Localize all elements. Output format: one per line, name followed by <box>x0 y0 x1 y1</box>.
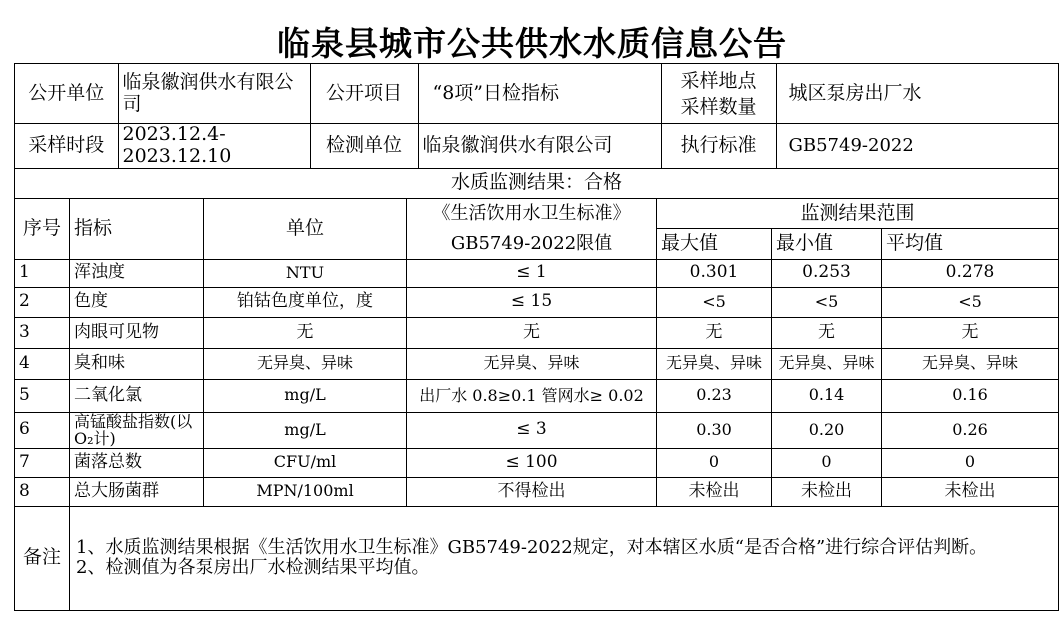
row-min: 无 <box>772 317 882 348</box>
row-max: 无 <box>657 317 772 348</box>
row-unit: MPN/100ml <box>204 477 407 506</box>
table-row <box>15 259 1059 287</box>
col-range-header: 监测结果范围 <box>657 198 1059 229</box>
row-seq: 1 <box>15 259 70 287</box>
row-indicator: 菌落总数 <box>70 448 204 477</box>
sample-value: 城区泵房出厂水 <box>788 81 922 104</box>
row-min: 0 <box>772 448 882 477</box>
sample-count-label: 采样数量 <box>680 95 757 118</box>
col-max-header: 最大值 <box>657 229 772 260</box>
row-avg: <5 <box>882 287 1059 317</box>
table-row <box>15 412 1059 448</box>
period-value: 2023.12.4-2023.12.10 <box>118 124 310 168</box>
notes-line-1: 1、水质监测结果根据《生活饮用水卫生标准》GB5749-2022规定，对本辖区水质“是否合格”进行综合评估判断。 <box>76 536 988 558</box>
row-unit: 无 <box>204 317 407 348</box>
col-indicator-header: 指标 <box>70 198 204 259</box>
row-seq: 7 <box>15 448 70 477</box>
period-label: 采样时段 <box>15 124 118 168</box>
row-min: 无异臭、异味 <box>772 348 882 379</box>
row-max: 0.30 <box>657 412 772 448</box>
row-limit: ≤ 1 <box>407 259 657 287</box>
row-seq: 2 <box>15 287 70 317</box>
water-quality-table <box>14 63 1059 611</box>
row-seq: 4 <box>15 348 70 379</box>
row-limit: ≤ 3 <box>407 412 657 448</box>
row-min: 0.253 <box>772 259 882 287</box>
table-row <box>15 477 1059 506</box>
table-row <box>15 379 1059 412</box>
item-value: “8项”日检指标 <box>418 64 661 123</box>
publisher-label: 公开单位 <box>15 64 118 123</box>
notes-line-2: 2、检测值为各泵房出厂水检测结果平均值。 <box>76 557 430 579</box>
row-unit: 无异臭、异味 <box>204 348 407 379</box>
col-limit-header-line1: 《生活饮用水卫生标准》 <box>432 202 631 224</box>
publisher-value: 临泉徽润供水有限公司 <box>118 64 310 123</box>
row-indicator: 总大肠菌群 <box>70 477 204 506</box>
table-row <box>15 317 1059 348</box>
row-indicator: 二氧化氯 <box>70 379 204 412</box>
row-seq: 3 <box>15 317 70 348</box>
row-indicator: 肉眼可见物 <box>70 317 204 348</box>
row-min: 未检出 <box>772 477 882 506</box>
row-avg: 0.16 <box>882 379 1059 412</box>
row-avg: 未检出 <box>882 477 1059 506</box>
lab-value: 临泉徽润供水有限公司 <box>418 124 661 168</box>
row-indicator: 臭和味 <box>70 348 204 379</box>
row-unit: mg/L <box>204 379 407 412</box>
col-min-header: 最小值 <box>772 229 882 260</box>
row-limit: ≤ 15 <box>407 287 657 317</box>
row-min: 0.20 <box>772 412 882 448</box>
standard-label: 执行标准 <box>661 124 776 168</box>
row-limit: 无异臭、异味 <box>407 348 657 379</box>
row-limit: ≤ 100 <box>407 448 657 477</box>
table-row <box>15 348 1059 379</box>
row-avg: 0.26 <box>882 412 1059 448</box>
row-unit: CFU/ml <box>204 448 407 477</box>
sample-location-label: 采样地点 <box>680 69 757 92</box>
row-max: 0.301 <box>657 259 772 287</box>
row-min: 0.14 <box>772 379 882 412</box>
row-avg: 无异臭、异味 <box>882 348 1059 379</box>
standard-value: GB5749-2022 <box>788 134 914 156</box>
row-unit: 铂钴色度单位，度 <box>204 287 407 317</box>
row-unit: mg/L <box>204 412 407 448</box>
page-title: 临泉县城市公共供水水质信息公告 <box>277 24 787 63</box>
row-indicator: 高锰酸盐指数(以O₂计) <box>70 412 204 448</box>
row-seq: 8 <box>15 477 70 506</box>
lab-label: 检测单位 <box>310 124 418 168</box>
row-max: 未检出 <box>657 477 772 506</box>
row-max: 0 <box>657 448 772 477</box>
row-seq: 5 <box>15 379 70 412</box>
col-seq-header: 序号 <box>15 198 70 259</box>
notes-label: 备注 <box>15 506 70 610</box>
row-avg: 无 <box>882 317 1059 348</box>
col-unit-header: 单位 <box>204 198 407 259</box>
table-row <box>15 287 1059 317</box>
notes-content <box>70 506 1059 610</box>
row-max: 无异臭、异味 <box>657 348 772 379</box>
row-max: 0.23 <box>657 379 772 412</box>
row-indicator: 色度 <box>70 287 204 317</box>
header-row-2 <box>15 124 1059 168</box>
col-avg-header: 平均值 <box>882 229 1059 260</box>
row-limit: 不得检出 <box>407 477 657 506</box>
table-row <box>15 448 1059 477</box>
row-indicator: 浑浊度 <box>70 259 204 287</box>
row-limit: 无 <box>407 317 657 348</box>
col-limit-header <box>407 198 657 259</box>
header-row-1 <box>15 64 1059 123</box>
row-avg: 0 <box>882 448 1059 477</box>
result-line: 水质监测结果：合格 <box>15 168 1059 198</box>
sample-labels <box>661 64 776 123</box>
row-min: <5 <box>772 287 882 317</box>
item-label: 公开项目 <box>310 64 418 123</box>
row-limit: 出厂水 0.8≥0.1 管网水≥ 0.02 <box>407 379 657 412</box>
row-seq: 6 <box>15 412 70 448</box>
row-avg: 0.278 <box>882 259 1059 287</box>
row-max: <5 <box>657 287 772 317</box>
row-unit: NTU <box>204 259 407 287</box>
col-limit-header-line2: GB5749-2022限值 <box>450 232 613 254</box>
